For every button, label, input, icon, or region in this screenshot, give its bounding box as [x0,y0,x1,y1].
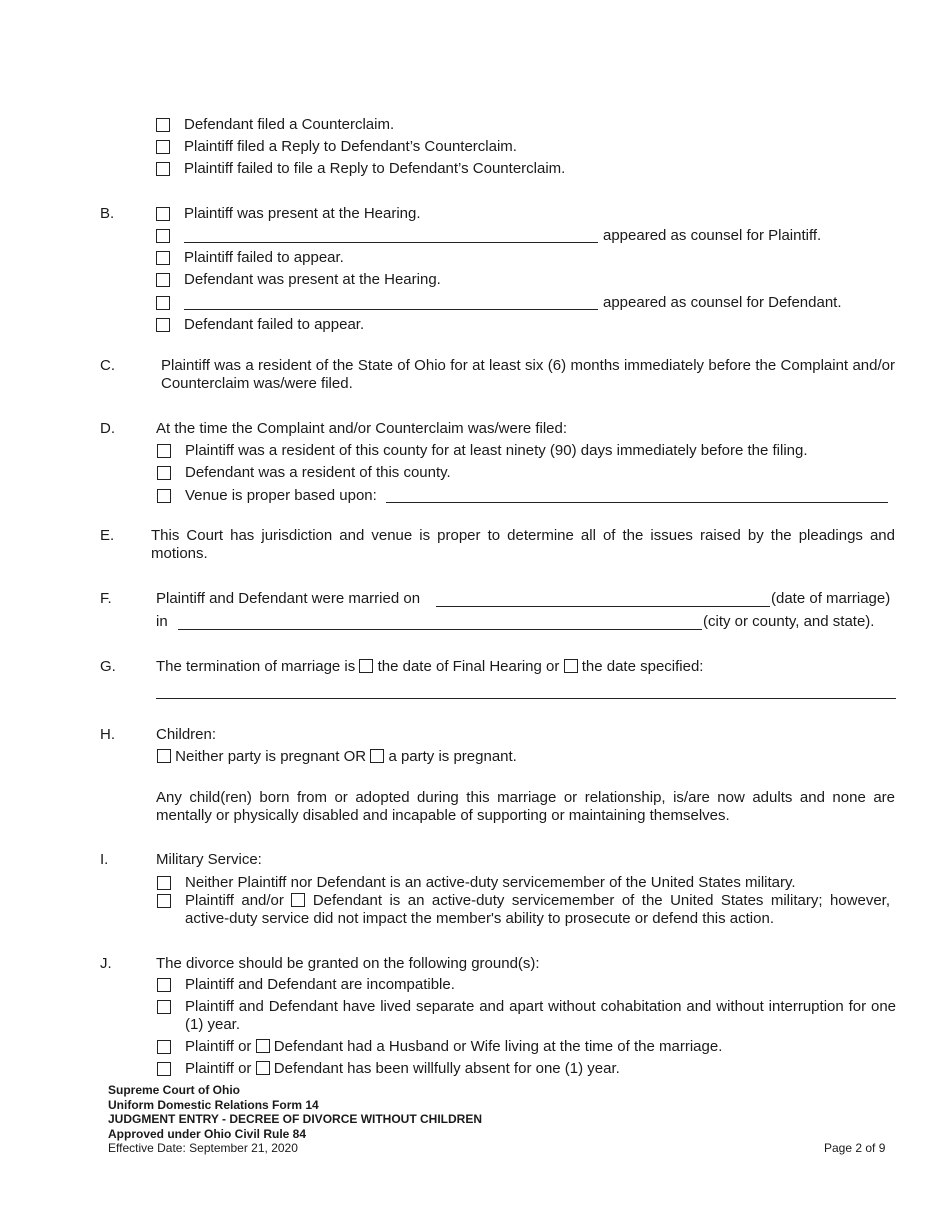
section-c-text: Plaintiff was a resident of the State of Ohio for at least six (6) months immediately before the Complaint and/or Counterclaim was/were filed. [161,357,895,392]
venue-field[interactable] [386,502,888,503]
checkbox-defendant-failed[interactable] [156,318,170,332]
section-g-letter: G. [100,658,116,675]
item-willfully-absent [185,1060,620,1078]
section-d-intro: At the time the Complaint and/or Counterclaim was/were filed: [156,420,568,437]
checkbox-separate[interactable] [157,1000,171,1014]
checkbox-plaintiff-spouse[interactable] [157,1040,171,1054]
section-j-letter: J. [100,955,112,972]
item-spouse-living [185,1038,722,1056]
final-hearing-text: the date of Final Hearing or [377,658,560,675]
footer-effective-date: Effective Date: September 21, 2020 [108,1141,298,1155]
item-military-active [185,892,890,928]
checkbox-reply-not-filed[interactable] [156,162,170,176]
willfully-absent-text: Defendant has been willfully absent for one (1) year. [273,1060,620,1077]
section-i-letter: I. [100,851,109,868]
spouse-living-text: Defendant had a Husband or Wife living at the time of the marriage. [273,1038,723,1055]
plaintiff-andor-text: Plaintiff and/or [185,892,284,909]
item-plaintiff-present: Plaintiff was present at the Hearing. [184,205,421,222]
item-counterclaim: Defendant filed a Counterclaim. [184,116,395,133]
section-c-letter: C. [100,357,115,374]
checkbox-plaintiff-failed[interactable] [156,251,170,265]
footer-form-number: Uniform Domestic Relations Form 14 [108,1097,319,1112]
checkbox-defendant-military[interactable] [291,893,305,907]
checkbox-reply-filed[interactable] [156,140,170,154]
section-b-letter: B. [100,205,115,222]
section-h-letter: H. [100,726,115,743]
date-of-marriage-label: (date of marriage) [771,590,891,607]
checkbox-plaintiff-military[interactable] [157,894,171,908]
checkbox-party-pregnant[interactable] [370,749,384,763]
checkbox-incompatible[interactable] [157,978,171,992]
in-label: in [156,613,168,630]
married-on-label: Plaintiff and Defendant were married on [156,590,421,607]
footer-court: Supreme Court of Ohio [108,1083,240,1097]
marriage-place-field[interactable] [178,629,702,630]
plaintiff-or-text: Plaintiff or [185,1038,252,1055]
military-active-text: Defendant is an active-duty servicemember of the United States military; however, active-duty service did not impact the member's ability to prosecute or defend this action. [185,892,891,927]
defendant-counsel-field[interactable] [184,309,598,310]
neither-pregnant-text: Neither party is pregnant OR [175,748,367,765]
section-f-letter: F. [100,590,112,607]
marriage-date-field[interactable] [436,606,770,607]
checkbox-final-hearing[interactable] [359,659,373,673]
section-d-letter: D. [100,420,115,437]
plaintiff-or-text: Plaintiff or [185,1060,252,1077]
checkbox-counterclaim[interactable] [156,118,170,132]
item-plaintiff-counsel: appeared as counsel for Plaintiff. [603,227,822,244]
military-title: Military Service: [156,851,262,868]
page-number: Page 2 of 9 [824,1141,886,1155]
item-defendant-counsel: appeared as counsel for Defendant. [603,294,842,311]
item-reply-not-filed: Plaintiff failed to file a Reply to Defendant’s Counterclaim. [184,160,566,177]
item-venue: Venue is proper based upon: [185,487,377,504]
grounds-title: The divorce should be granted on the following ground(s): [156,955,540,972]
date-specified-text: the date specified: [581,658,704,675]
checkbox-no-military[interactable] [157,876,171,890]
party-pregnant-text: a party is pregnant. [388,748,517,765]
termination-line [156,658,703,676]
item-separate: Plaintiff and Defendant have lived separate and apart without cohabitation and without interruption for one (1) year. [185,998,896,1033]
checkbox-date-specified[interactable] [564,659,578,673]
item-defendant-resident: Defendant was a resident of this county. [185,464,451,481]
checkbox-defendant-present[interactable] [156,273,170,287]
pregnancy-line [157,748,517,766]
checkbox-plaintiff-resident[interactable] [157,444,171,458]
place-label: (city or county, and state). [703,613,875,630]
checkbox-plaintiff-absent[interactable] [157,1062,171,1076]
checkbox-plaintiff-counsel[interactable] [156,229,170,243]
item-defendant-present: Defendant was present at the Hearing. [184,271,441,288]
checkbox-plaintiff-present[interactable] [156,207,170,221]
checkbox-defendant-resident[interactable] [157,466,171,480]
children-statement: Any child(ren) born from or adopted during this marriage or relationship, is/are now adults and none are mentally or physically disabled and incapable of supporting or maintaining themselves. [156,789,895,824]
item-no-military: Neither Plaintiff nor Defendant is an active-duty servicemember of the United States military. [185,874,796,891]
footer-form-title: JUDGMENT ENTRY - DECREE OF DIVORCE WITHOUT CHILDREN [108,1112,483,1126]
item-reply-filed: Plaintiff filed a Reply to Defendant’s Counterclaim. [184,138,517,155]
checkbox-defendant-absent[interactable] [256,1061,270,1075]
children-title: Children: [156,726,217,743]
item-plaintiff-resident: Plaintiff was a resident of this county for at least ninety (90) days immediately before the filing. [185,442,808,459]
footer-approval: Approved under Ohio Civil Rule 84 [108,1126,307,1141]
checkbox-venue[interactable] [157,489,171,503]
item-incompatible: Plaintiff and Defendant are incompatible. [185,976,455,993]
date-specified-field[interactable] [156,698,896,699]
checkbox-defendant-counsel[interactable] [156,296,170,310]
item-defendant-failed: Defendant failed to appear. [184,316,365,333]
form-footer [108,1083,482,1156]
item-plaintiff-failed: Plaintiff failed to appear. [184,249,344,266]
section-e-letter: E. [100,527,115,544]
termination-text: The termination of marriage is [156,658,356,675]
section-e-text: This Court has jurisdiction and venue is proper to determine all of the issues raised by the pleadings and motions. [151,527,895,562]
checkbox-defendant-spouse[interactable] [256,1039,270,1053]
checkbox-neither-pregnant[interactable] [157,749,171,763]
plaintiff-counsel-field[interactable] [184,242,598,243]
